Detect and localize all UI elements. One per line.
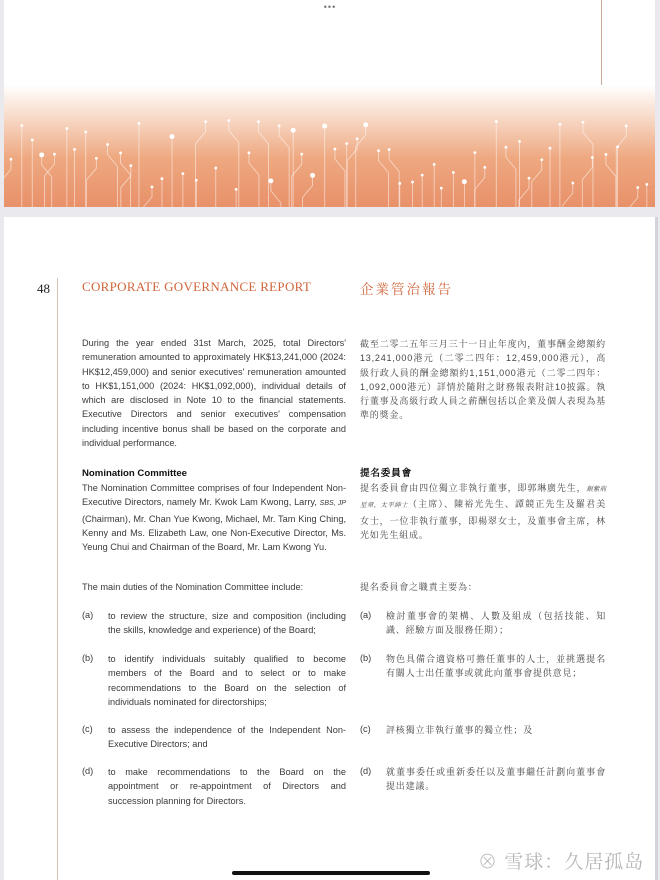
circuit-node [129, 164, 132, 167]
circuit-node [161, 177, 164, 180]
duty-text: 檢討董事會的架構、人數及組成（包括技能、知識、經驗方面及服務任期）； [386, 611, 606, 636]
duties-intro-en: The main duties of the Nomination Committee include: [82, 582, 304, 592]
circuit-node [300, 153, 303, 156]
circuit-node [10, 158, 13, 161]
circuit-line [42, 155, 52, 207]
circuit-node [440, 187, 443, 190]
duty-label: (d) [82, 766, 94, 776]
circuit-node [540, 158, 543, 161]
circuit-line [583, 122, 593, 207]
circuit-line [475, 167, 485, 207]
circuit-node [106, 143, 109, 146]
circuit-node [39, 152, 44, 157]
circuit-node [214, 167, 217, 170]
watermark [478, 847, 644, 874]
circuit-node [20, 124, 23, 127]
circuit-node [452, 171, 455, 174]
duty-label: (b) [82, 653, 94, 663]
circuit-node [291, 128, 296, 133]
circuit-node [73, 148, 76, 151]
circuit-node [322, 124, 327, 129]
circuit-node [278, 124, 281, 127]
circuit-node [411, 181, 414, 184]
circuit-node [473, 151, 476, 154]
circuit-node [421, 174, 424, 177]
circuit-line [628, 188, 638, 207]
home-indicator[interactable] [232, 871, 430, 875]
circuit-node [483, 166, 486, 169]
text: 提名委員會由四位獨立非執行董事，即郭琳廣先生， [360, 483, 587, 493]
circuit-line [229, 120, 239, 207]
circuit-node [605, 153, 608, 156]
circuit-node [495, 120, 498, 123]
circuit-node [582, 121, 585, 124]
page-title-en: CORPORATE GOVERNANCE REPORT [82, 279, 312, 294]
circuit-node [151, 185, 154, 188]
circuit-node [591, 156, 594, 159]
circuit-node [559, 123, 562, 126]
circuit-line [108, 145, 118, 207]
previous-page [4, 0, 655, 207]
circuit-node [31, 139, 34, 142]
circuit-node [549, 147, 552, 150]
duty-text: 評核獨立非執行董事的獨立性；及 [386, 725, 534, 735]
circuit-line [606, 154, 616, 207]
duty-label: (a) [360, 610, 372, 620]
circuit-node [433, 163, 436, 166]
text: （主席）、陳裕光先生、譚競正先生及羅君美女士，一位非執行董事，即楊翠女士，及董事會主席，林光如先生組成。 [360, 499, 606, 540]
circuit-node [310, 173, 315, 178]
circuit-node [257, 120, 260, 123]
circuit-line [379, 151, 389, 207]
circuit-node [388, 148, 391, 151]
nomination-heading-zh: 提名委員會 [360, 468, 412, 479]
page-number: 48 [37, 281, 50, 296]
circuit-node [356, 137, 359, 140]
circuit-node [170, 134, 175, 139]
circuit-node [53, 153, 56, 156]
circuit-node [462, 179, 467, 184]
circuit-node [119, 152, 122, 155]
circuit-node [268, 178, 273, 183]
nomination-paragraph-en [82, 481, 346, 554]
duty-label: (c) [360, 724, 371, 734]
circuit-line [389, 150, 399, 207]
page-edge [655, 217, 658, 880]
circuit-node [181, 172, 184, 175]
circuit-node [227, 119, 230, 122]
circuit-line [121, 166, 131, 207]
circuit-node [571, 182, 574, 185]
text: (Chairman), Mr. Chan Yue Kwong, Michael, Mr. Tam King Ching, Kenny and Ms. Elizabeth Law, one Non-Executive Director, Ms. Yeung Chui and Chairman of the Board, Mr. Lam Kwong Yu. [82, 513, 346, 553]
circuit-line [121, 153, 131, 207]
circuit-line [335, 149, 345, 207]
circuit-node [65, 127, 68, 130]
circuit-node [518, 140, 521, 143]
circuit-line [196, 122, 206, 207]
duty-text: 物色具備合適資格可擔任董事的人士，並挑選提名有關人士出任董事或就此向董事會提供意見； [386, 654, 606, 679]
circuit-line [142, 187, 152, 207]
circuit-node [505, 146, 508, 149]
margin-line [57, 278, 58, 880]
duty-label: (a) [82, 610, 94, 620]
circuit-line [258, 122, 268, 207]
divider [601, 0, 602, 92]
duty-label: (c) [82, 724, 93, 734]
ellipsis-icon[interactable]: ••• [323, 2, 337, 12]
nomination-heading-en: Nomination Committee [82, 468, 188, 479]
circuit-node [138, 122, 141, 125]
circuit-node [528, 177, 531, 180]
duty-text: 就董事委任或重新委任以及董事繼任計劃向董事會提出建議。 [386, 767, 606, 792]
circuit-node [334, 148, 337, 151]
circuit-line [44, 154, 54, 207]
honorific: SBS, JP [319, 500, 346, 508]
circuit-line [4, 159, 11, 207]
circuit-node [363, 122, 368, 127]
duty-text: to identify individuals suitably qualified to become members of the Board and to select or to make recommendations to the Board on the selection of individuals nominated for directorships; [108, 654, 346, 707]
circuit-node [645, 183, 648, 186]
circuit-line [506, 147, 516, 207]
circuit-node [84, 131, 87, 134]
circuit-line [519, 178, 529, 207]
circuit-node [235, 188, 238, 191]
circuit-node [625, 125, 628, 128]
duty-label: (b) [360, 653, 372, 663]
circuit-line [249, 153, 259, 207]
circuit-node [398, 182, 401, 185]
duty-text: to review the structure, size and composition (including the skills, knowledge and experience) of the Board; [108, 611, 346, 636]
nomination-paragraph-zh [360, 481, 606, 542]
circuit-line [303, 175, 313, 207]
remuneration-paragraph-en: During the year ended 31st March, 2025, total Directors' remuneration amounted to approximately HK$13,241,000 (2024: HK$12,459,000) and senior executives' remuneration amounted to HK$1,151,000 (2024: HK$1,092,000), individual details of which are disclosed in Note 10 to the financial statements. Executive Directors and senior executives' compensation including incentive bonus shall be based on the corporate and individual performance. [82, 338, 346, 449]
duty-text: to assess the independence of the Independent Non-Executive Directors; and [108, 725, 346, 750]
circuit-node [377, 149, 380, 152]
circuit-node [345, 142, 348, 145]
circuit-line [271, 181, 281, 207]
circuit-node [248, 151, 251, 154]
duties-intro-zh: 提名委員會之職責主要為： [360, 582, 478, 592]
circuit-banner [4, 85, 655, 207]
honorific: 銀紫荊星章，太平紳士 [360, 486, 607, 510]
watermark-text: 雪球：久居孤岛 [504, 852, 645, 873]
circuit-node [204, 120, 207, 123]
circuit-line [532, 160, 542, 207]
page-title-zh: 企業管治報告 [360, 282, 453, 297]
circuit-line [279, 126, 289, 207]
snowball-logo-icon: ⊗ [478, 852, 499, 873]
duty-text: to make recommendations to the Board on the appointment or re-appointment of Directors and succession planning for Directors. [108, 767, 346, 806]
text: The Nomination Committee comprises of four Independent Non-Executive Directors, namely Mr. Kwok Lam Kwong, Larry, [82, 483, 346, 508]
circuit-node [95, 157, 98, 160]
circuit-line [356, 125, 366, 207]
circuit-node [636, 186, 639, 189]
circuit-line [86, 158, 96, 207]
circuit-line [563, 183, 573, 207]
remuneration-paragraph-zh: 截至二零二五年三月三十一日止年度內，董事酬金總額約13,241,000港元（二零二四年：12,459,000港元），高級行政人員的酬金總額約1,151,000港元（二零二四年：1,092,000港元）詳情於隨附之財務報表附註10披露。執行董事及高級行政人員之薪酬包括以企業及個人表現為基準的獎金。 [360, 339, 606, 421]
circuit-line [582, 158, 592, 207]
duty-label: (d) [360, 766, 372, 776]
